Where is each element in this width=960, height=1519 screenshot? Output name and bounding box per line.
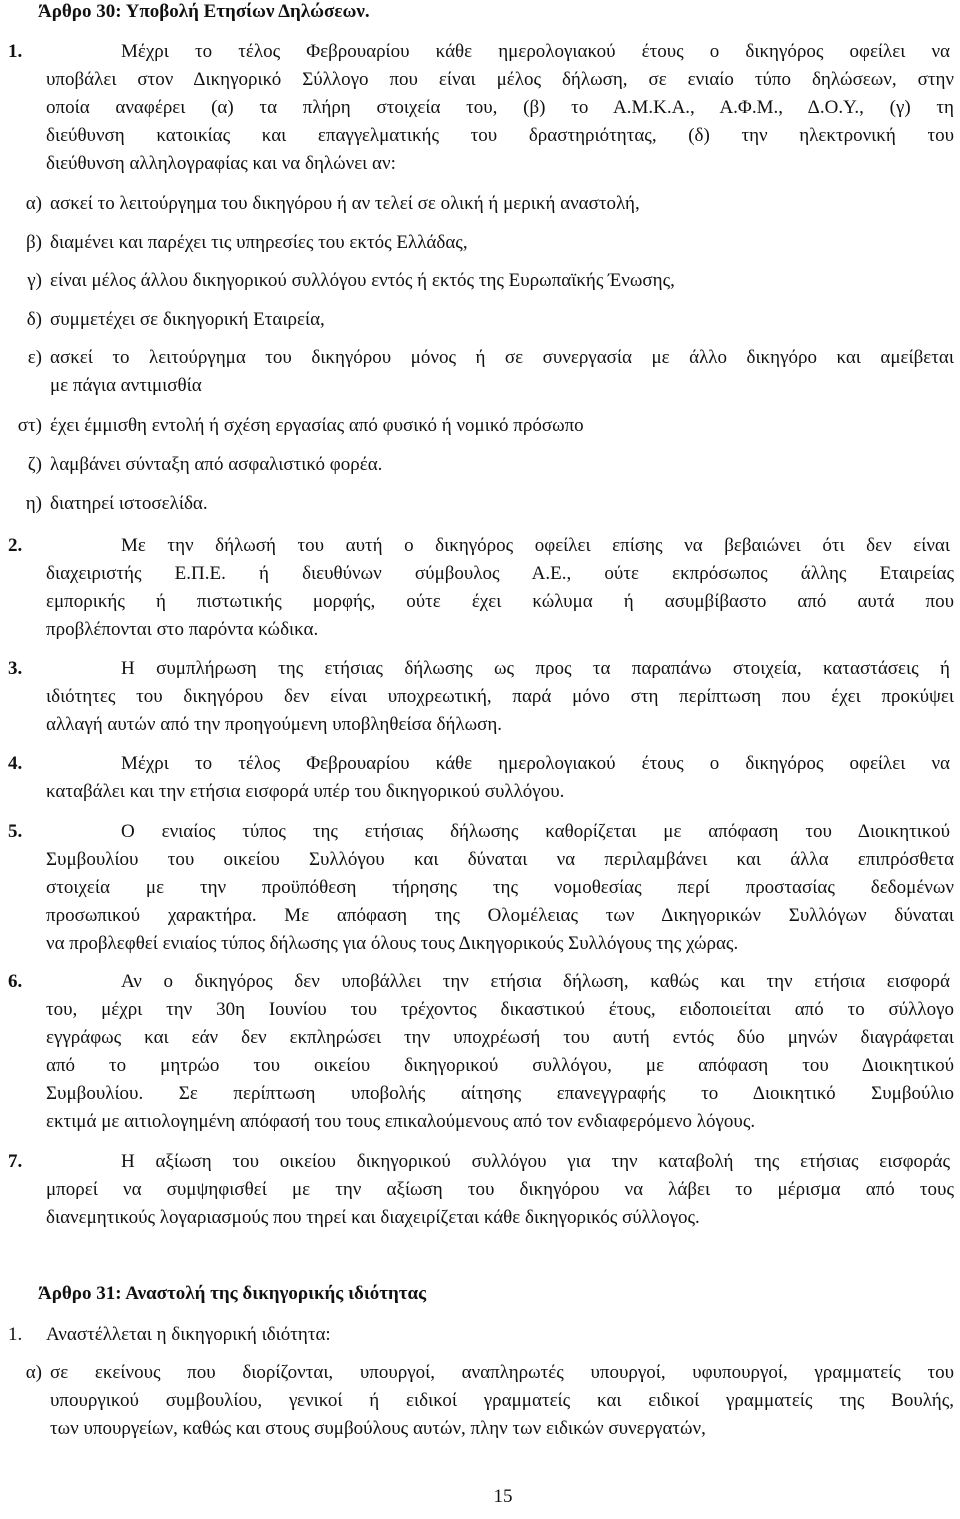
paragraph-line: καταβάλει και την ετήσια εισφορά υπέρ του δικηγορικού συλλόγου. — [46, 781, 565, 802]
paragraph-line: μπορεί να συμψηφισθεί με την αξίωση του δικηγόρου να λάβει το μέρισμα από τους — [46, 1179, 954, 1200]
paragraph-line: αλλαγή αυτών από την προηγούμενη υποβληθείσα δήλωση. — [46, 714, 503, 735]
paragraph-line: Η συμπλήρωση της ετήσιας δήλωσης ως προς τα παραπάνω στοιχεία, καταστάσεις ή — [121, 658, 950, 679]
list-item — [8, 190, 954, 218]
paragraph-number: 5. — [8, 821, 23, 842]
paragraph-line: υποβάλει στον Δικηγορικό Σύλλογο που είναι μέλος δήλωση, σε ενιαίο τύπο δηλώσεων, στην — [46, 69, 954, 90]
list-item — [8, 1359, 954, 1443]
list-item-label: α) — [25, 1362, 42, 1383]
list-item-text: λαμβάνει σύνταξη από ασφαλιστικό φορέα. — [50, 454, 383, 475]
list-item-text: διαμένει και παρέχει τις υπηρεσίες του εκτός Ελλάδας, — [50, 232, 468, 253]
paragraph-line: εκτιμά με αιτιολογημένη απόφασή του τους επικαλούμενους από τον ενδιαφερόμενο λόγους. — [46, 1111, 756, 1132]
paragraph-line: από το μητρώο του οικείου δικηγορικού συλλόγου, με απόφαση του Διοικητικού — [46, 1055, 954, 1076]
article-30-paragraph-4 — [8, 750, 954, 806]
paragraph-line: Η αξίωση του οικείου δικηγορικού συλλόγου για την καταβολή της ετήσιας εισφοράς — [121, 1151, 950, 1172]
article-30-paragraph-7 — [8, 1148, 954, 1232]
list-item-text: σε εκείνους που διορίζονται, υπουργοί, αναπληρωτές υπουργοί, υφυπουργοί, γραμματείς του — [50, 1362, 954, 1383]
paragraph-line: Συμβουλίου του οικείου Συλλόγου και δύναται να περιλαμβάνει και άλλα επιπρόσθετα — [46, 849, 954, 870]
list-item-text: διατηρεί ιστοσελίδα. — [50, 493, 208, 514]
paragraph-line: οποία αναφέρει (α) τα πλήρη στοιχεία του, (β) το Α.Μ.Κ.Α., Α.Φ.Μ., Δ.Ο.Υ., (γ) τη — [46, 97, 954, 118]
paragraph-line: διανεμητικούς λογαριασμούς που τηρεί και διαχειρίζεται κάθε δικηγορικός σύλλογος. — [46, 1207, 700, 1228]
paragraph-line: διεύθυνση αλληλογραφίας και να δηλώνει αν: — [46, 153, 396, 174]
list-item-label: η) — [25, 493, 42, 514]
paragraph-number: 1. — [8, 41, 23, 62]
article-31-heading: Άρθρο 31: Αναστολή της δικηγορικής ιδιότητας — [38, 1283, 427, 1304]
article-30-paragraph-6 — [8, 968, 954, 1136]
list-item-text: ασκεί το λειτούργημα του δικηγόρου μόνος ή σε συνεργασία με άλλο δικηγόρο και αμείβεται — [50, 347, 954, 368]
paragraph-number: 4. — [8, 753, 23, 774]
list-item-label: α) — [25, 193, 42, 214]
paragraph-line: Μέχρι το τέλος Φεβρουαρίου κάθε ημερολογιακού έτους ο δικηγόρος οφείλει να — [121, 41, 950, 62]
list-item-label: στ) — [17, 415, 42, 436]
paragraph-number: 6. — [8, 971, 23, 992]
paragraph-line: διεύθυνση κατοικίας και επαγγελματικής του δραστηριότητας, (δ) την ηλεκτρονική του — [46, 125, 954, 146]
list-item — [8, 451, 954, 479]
list-item-label: ε) — [27, 347, 42, 368]
list-item — [8, 412, 954, 440]
list-item-text: έχει έμμισθη εντολή ή σχέση εργασίας από φυσικό ή νομικό πρόσωπο — [50, 415, 584, 436]
list-item-text: υπουργικού συμβουλίου, γενικοί ή ειδικοί γραμματείς και ειδικοί γραμματείς της Βουλής, — [50, 1390, 954, 1411]
list-item — [8, 344, 954, 400]
list-item-text: είναι μέλος άλλου δικηγορικού συλλόγου εντός ή εκτός της Ευρωπαϊκής Ένωσης, — [50, 270, 675, 291]
list-item — [8, 267, 954, 295]
list-item-label: ζ) — [27, 454, 42, 475]
list-item-text: συμμετέχει σε δικηγορική Εταιρεία, — [50, 309, 325, 330]
article-30-paragraph-3 — [8, 655, 954, 739]
paragraph-line: Αναστέλλεται η δικηγορική ιδιότητα: — [46, 1324, 331, 1345]
paragraph-line: Μέχρι το τέλος Φεβρουαρίου κάθε ημερολογιακού έτους ο δικηγόρος οφείλει να — [121, 753, 950, 774]
paragraph-number: 7. — [8, 1151, 23, 1172]
paragraph-line: εμπορικής ή πιστωτικής μορφής, ούτε έχει κώλυμα ή ασυμβίβαστο από αυτά που — [46, 591, 954, 612]
list-item — [8, 490, 954, 518]
article-30-paragraph-5 — [8, 818, 954, 958]
paragraph-line: προβλέπονται στο παρόντα κώδικα. — [46, 619, 319, 640]
paragraph-line: διαχειριστής Ε.Π.Ε. ή διευθύνων σύμβουλος Α.Ε., ούτε εκπρόσωπος άλλης Εταιρείας — [46, 563, 954, 584]
paragraph-line: του, μέχρι την 30η Ιουνίου του τρέχοντος δικαστικού έτους, ειδοποιείται από το σύλλογο — [46, 999, 954, 1020]
paragraph-line: ιδιότητες του δικηγόρου δεν είναι υποχρεωτική, παρά μόνο στη περίπτωση που έχει προκύψει — [46, 686, 954, 707]
paragraph-number: 3. — [8, 658, 23, 679]
paragraph-number: 2. — [8, 535, 23, 556]
list-item-label: β) — [26, 232, 42, 253]
list-item-text: με πάγια αντιμισθία — [50, 375, 202, 396]
paragraph-line: Με την δήλωσή του αυτή ο δικηγόρος οφείλει επίσης να βεβαιώνει ότι δεν είναι — [121, 535, 950, 556]
article-30-paragraph-1 — [8, 38, 954, 178]
article-30-paragraph-2 — [8, 532, 954, 644]
paragraph-line: Συμβουλίου. Σε περίπτωση υποβολής αίτησης επανεγγραφής το Διοικητικό Συμβούλιο — [46, 1083, 954, 1104]
page-number: 15 — [493, 1486, 513, 1507]
article-31-paragraph-1 — [8, 1321, 954, 1349]
list-item — [8, 229, 954, 257]
list-item-text: ασκεί το λειτούργημα του δικηγόρου ή αν τελεί σε ολική ή μερική αναστολή, — [50, 193, 640, 214]
list-item-label: γ) — [27, 270, 42, 291]
paragraph-line: εγγράφως και εάν δεν εκπληρώσει την υποχρέωσή του αυτή εντός δύο μηνών διαγράφεται — [46, 1027, 954, 1048]
paragraph-line: να προβλεφθεί ενιαίος τύπος δήλωσης για όλους τους Δικηγορικούς Συλλόγους της χώρας. — [46, 933, 739, 954]
paragraph-line: προσωπικού χαρακτήρα. Με απόφαση της Ολομέλειας των Δικηγορικών Συλλόγων δύναται — [46, 905, 954, 926]
paragraph-line: Αν ο δικηγόρος δεν υποβάλλει την ετήσια δήλωση, καθώς και την ετήσια εισφορά — [121, 971, 950, 992]
paragraph-line: στοιχεία με την προϋπόθεση τήρησης της νομοθεσίας περί προστασίας δεδομένων — [46, 877, 954, 898]
article-30-heading: Άρθρο 30: Υποβολή Ετησίων Δηλώσεων. — [38, 1, 370, 22]
list-item-text: των υπουργείων, καθώς και στους συμβούλους αυτών, πλην των ειδικών συνεργατών, — [50, 1418, 706, 1439]
list-item — [8, 306, 954, 334]
paragraph-line: Ο ενιαίος τύπος της ετήσιας δήλωσης καθορίζεται με απόφαση του Διοικητικού — [121, 821, 950, 842]
paragraph-number: 1. — [8, 1324, 23, 1345]
list-item-label: δ) — [26, 309, 42, 330]
